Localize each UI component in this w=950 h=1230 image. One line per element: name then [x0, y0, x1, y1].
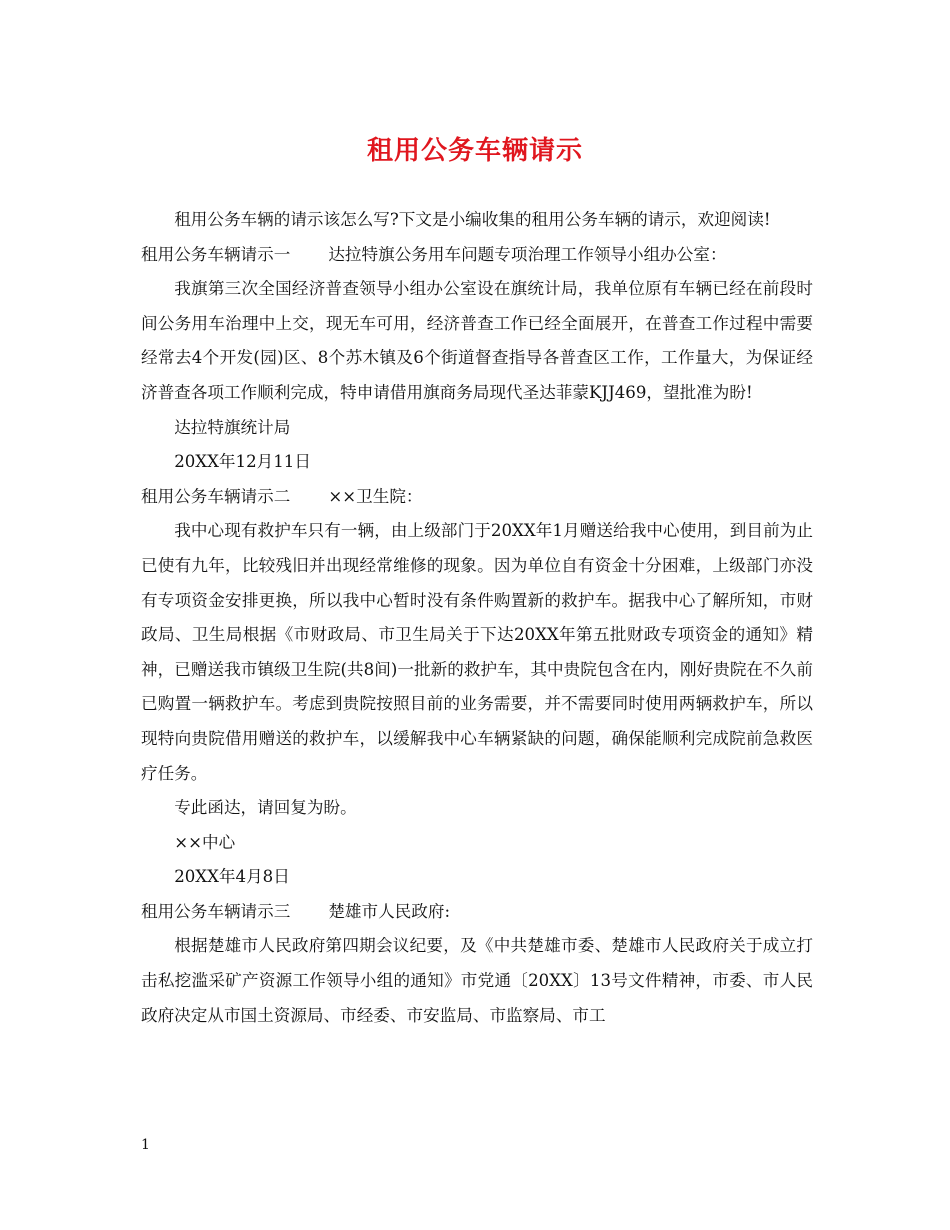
section-1-header — [141, 238, 813, 273]
document-body — [141, 203, 813, 1033]
section-3-recipient: 楚雄市人民政府: — [328, 901, 451, 921]
section-2-closing: 专此函达，请回复为盼。 — [174, 798, 357, 818]
section-1-date: 20XX年12月11日 — [174, 452, 311, 472]
section-2-heading: 租用公务车辆请示二 — [141, 486, 291, 506]
section-1-heading: 租用公务车辆请示一 — [141, 244, 291, 264]
page-number: 1 — [141, 1137, 150, 1153]
document-title: 租用公务车辆请示 — [366, 136, 583, 166]
section-2-paragraph: 我中心现有救护车只有一辆，由上级部门于20XX年1月赠送给我中心使用，到目前为止已使有九年，比较残旧并出现经常维修的现象。因为单位自有资金十分困难，上级部门亦没有专项资金安排更换，所以我中心暂时没有条件购置新的救护车。据我中心了解所知，市财政局、卫生局根据《市财政局、市卫生局关于下达20XX年第五批财政专项资金的通知》精神，已赠送我市镇级卫生院(共8间)一批新的救护车，其中贵院包含在内，刚好贵院在不久前已购置一辆救护车。考虑到贵院按照目前的业务需要，并不需要同时使用两辆救护车，所以现特向贵院借用赠送的救护车，以缓解我中心车辆紧缺的问题，确保能顺利完成院前急救医疗任务。 — [141, 521, 813, 783]
section-2-recipient: ××卫生院： — [328, 486, 423, 506]
section-1-recipient: 达拉特旗公务用车问题专项治理工作领导小组办公室： — [328, 244, 727, 264]
section-1-paragraph: 我旗第三次全国经济普查领导小组办公室设在旗统计局，我单位原有车辆已经在前段时间公务用车治理中上交，现无车可用，经济普查工作已经全面展开，在普查工作过程中需要经常去4个开发(园)区、8个苏木镇及6个街道督查指导各普查区工作，工作量大，为保证经济普查各项工作顺利完成，特申请借用旗商务局现代圣达菲蒙KJJ469，望批准为盼! — [141, 279, 813, 402]
section-3-header — [141, 895, 813, 930]
section-3-heading: 租用公务车辆请示三 — [141, 901, 291, 921]
section-1-signature: 达拉特旗统计局 — [174, 417, 291, 437]
section-2-signature: ××中心 — [174, 832, 236, 852]
intro-paragraph: 租用公务车辆的请示该怎么写?下文是小编收集的租用公务车辆的请示，欢迎阅读! — [174, 210, 771, 229]
section-3-paragraph: 根据楚雄市人民政府第四期会议纪要，及《中共楚雄市委、楚雄市人民政府关于成立打击私挖滥采矿产资源工作领导小组的通知》市党通〔20XX〕13号文件精神，市委、市人民政府决定从市国土资源局、市经委、市安监局、市监察局、市工 — [141, 936, 813, 1025]
section-2-header — [141, 480, 813, 515]
section-2-date: 20XX年4月8日 — [174, 867, 290, 887]
